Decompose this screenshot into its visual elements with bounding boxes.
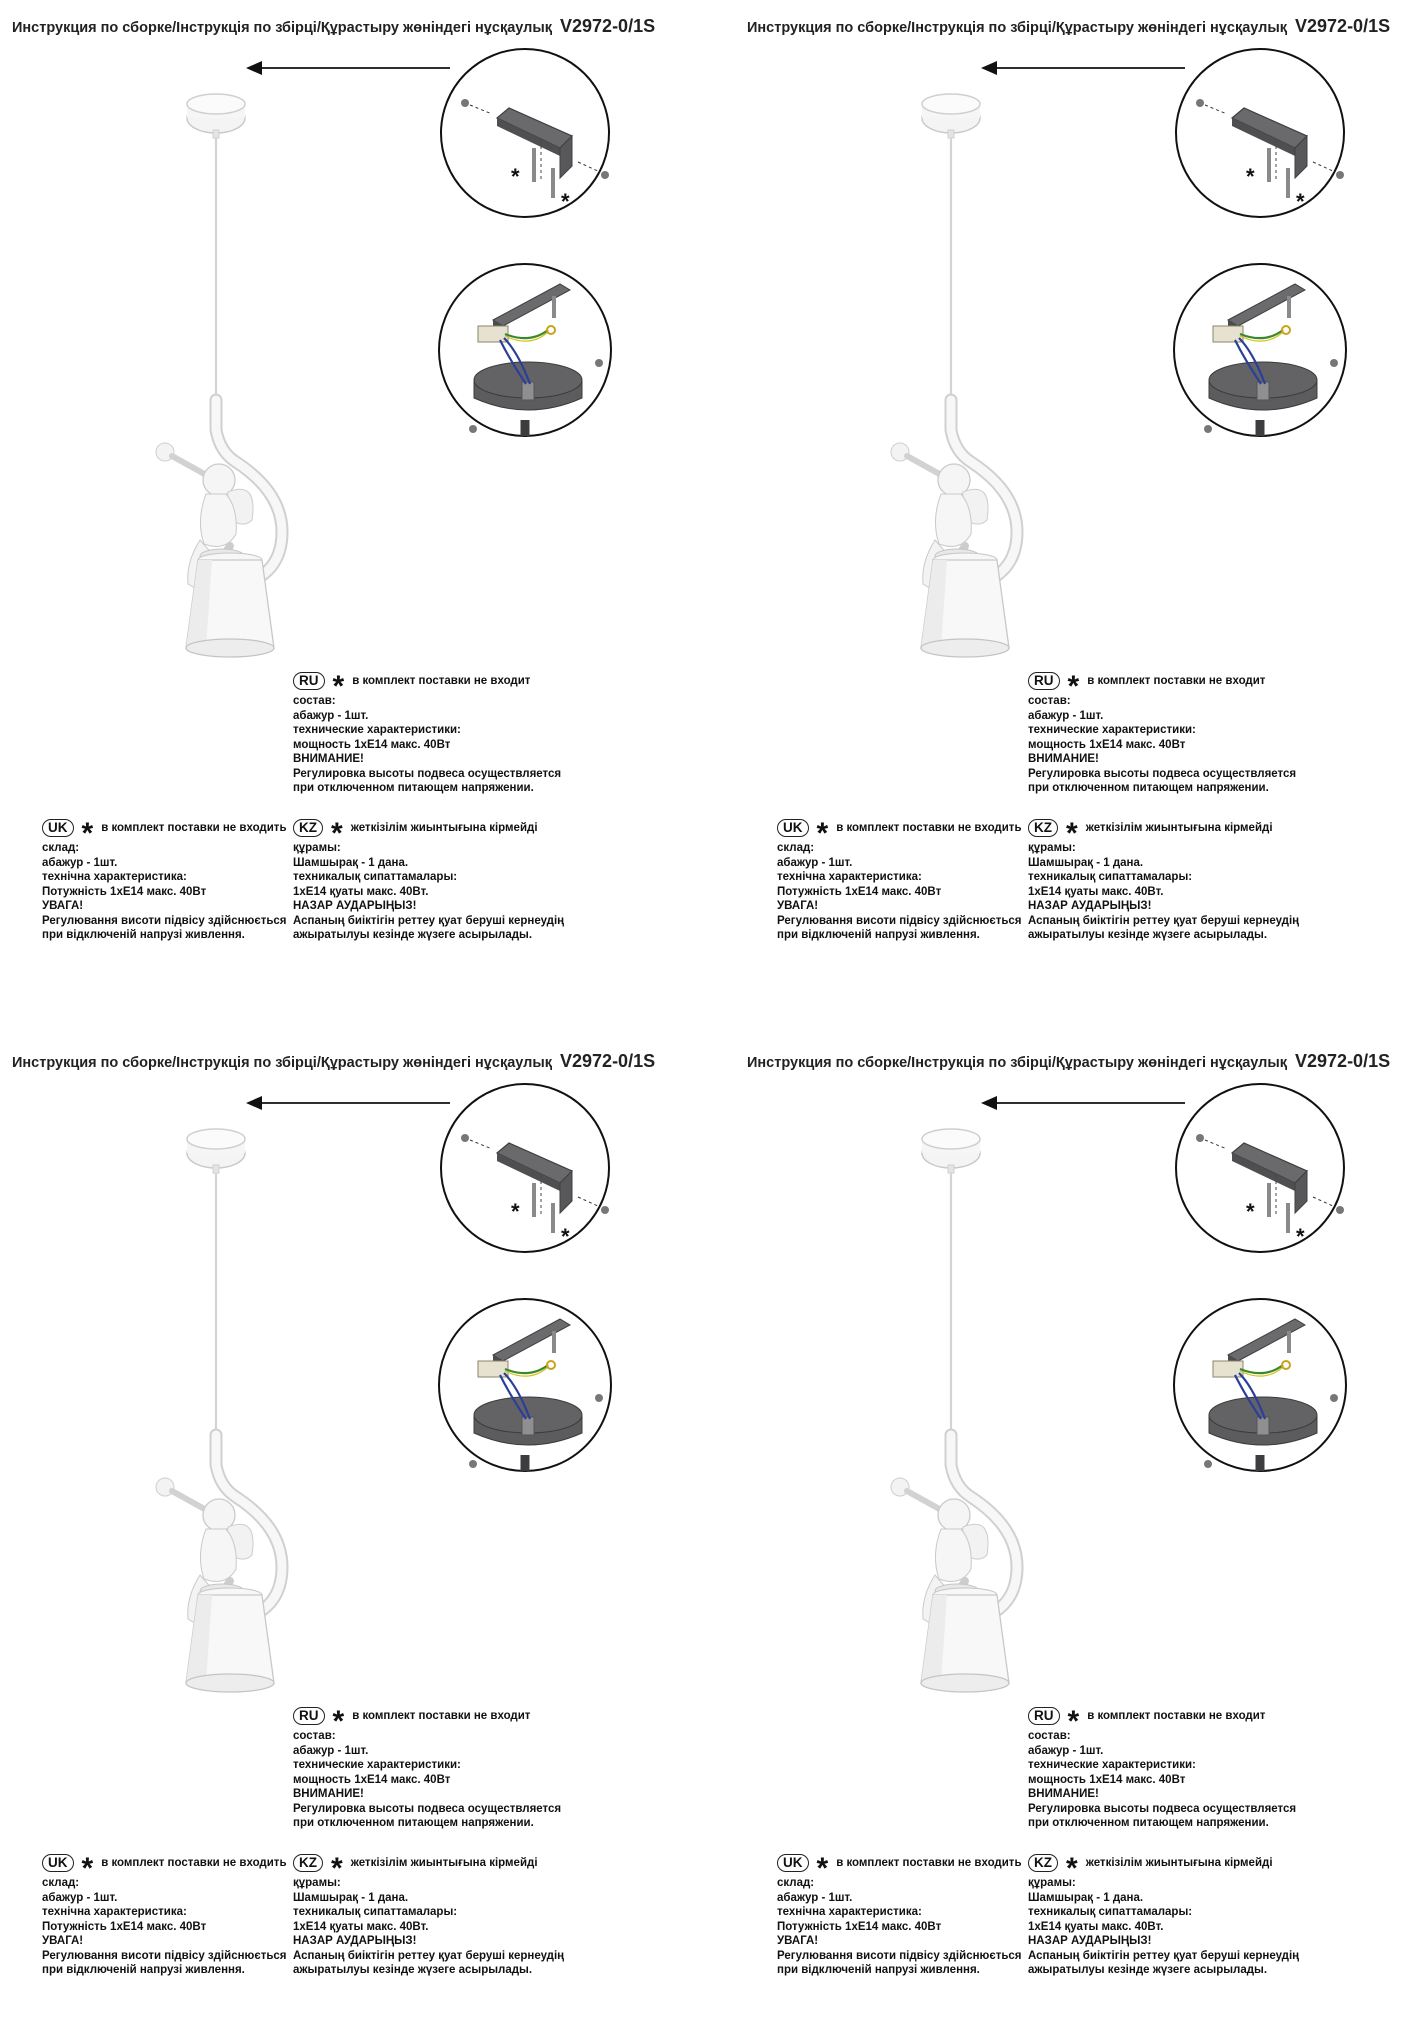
- spec-line: Потужність 1хЕ14 макс. 40Вт: [777, 1920, 942, 1933]
- spec-line: при відключеній напрузі живлення.: [777, 1964, 980, 1976]
- spec-line: УВАГА!: [777, 900, 819, 912]
- spec-line: ВНИМАНИЕ!: [1028, 1788, 1099, 1800]
- model-number: V2972-0/1S: [1295, 1051, 1391, 1071]
- spec-line: Потужність 1хЕ14 макс. 40Вт: [42, 885, 207, 898]
- asterisk-mark: *: [81, 1852, 94, 1885]
- spec-line: технічна характеристика:: [42, 1906, 187, 1918]
- spec-line: при отключенном питающем напряжении.: [1028, 1817, 1269, 1829]
- model-number: V2972-0/1S: [1295, 16, 1391, 36]
- spec-line: Регулировка высоты подвеса осуществляется: [293, 767, 562, 780]
- spec-line: Потужність 1хЕ14 макс. 40Вт: [777, 885, 942, 898]
- spec-line: ажыратылуы кезінде жүзеге асырылады.: [1028, 929, 1268, 941]
- spec-line: состав:: [1028, 1730, 1071, 1742]
- language-badge-uk: UK: [42, 819, 74, 837]
- asterisk-mark: *: [511, 164, 520, 189]
- model-number: V2972-0/1S: [560, 16, 656, 36]
- spec-line: склад:: [777, 1877, 815, 1889]
- info-block-kz: [293, 1850, 593, 1978]
- spec-line: Шамшырақ - 1 дана.: [293, 856, 409, 869]
- spec-line: мощность 1хЕ14 макс. 40Вт: [293, 738, 451, 751]
- spec-line: при відключеній напрузі живлення.: [777, 929, 980, 941]
- spec-line: состав:: [293, 695, 336, 707]
- spec-text: [293, 841, 593, 943]
- spec-line: ВНИМАНИЕ!: [1028, 753, 1099, 765]
- spec-line: Шамшырақ - 1 дана.: [1028, 1891, 1144, 1904]
- spec-line: мощность 1хЕ14 макс. 40Вт: [1028, 738, 1186, 751]
- asterisk-mark: *: [1246, 1199, 1255, 1224]
- spec-line: абажур - 1шт.: [293, 1744, 369, 1757]
- spec-line: абажур - 1шт.: [42, 1891, 118, 1904]
- spec-line: құрамы:: [293, 842, 341, 854]
- spec-line: ажыратылуы кезінде жүзеге асырылады.: [293, 929, 533, 941]
- spec-line: техникалық сипаттамалары:: [293, 871, 458, 883]
- instruction-copy: [735, 0, 1410, 1000]
- asterisk-mark: *: [511, 1199, 520, 1224]
- asterisk-mark: *: [331, 817, 343, 850]
- exclusion-note: в комплект поставки не входить: [836, 1856, 1022, 1869]
- spec-text: [293, 1729, 593, 1831]
- asterisk-mark: *: [816, 817, 829, 850]
- spec-line: при отключенном питающем напряжении.: [293, 1817, 534, 1829]
- spec-line: НАЗАР АУДАРЫҢЫЗ!: [1028, 900, 1152, 912]
- arrow-left-icon: [981, 1096, 1185, 1110]
- spec-line: склад:: [42, 1877, 80, 1889]
- spec-text: [1028, 1876, 1328, 1978]
- spec-line: абажур - 1шт.: [1028, 1744, 1104, 1757]
- exclusion-note: жеткізілім жиынтығына кірмейді: [350, 821, 538, 834]
- info-block-kz: [1028, 1850, 1328, 1978]
- info-block-ru: [1028, 1703, 1328, 1831]
- spec-line: состав:: [293, 1730, 336, 1742]
- spec-line: при відключеній напрузі живлення.: [42, 1964, 245, 1976]
- spec-line: технические характеристики:: [293, 1759, 461, 1771]
- spec-line: техникалық сипаттамалары:: [1028, 1906, 1193, 1918]
- exclusion-note: в комплект поставки не входит: [352, 674, 531, 687]
- spec-line: мощность 1хЕ14 макс. 40Вт: [293, 1773, 451, 1786]
- arrow-left-icon: [246, 61, 450, 75]
- wiring-canopy-icon: [439, 1299, 611, 1471]
- spec-line: құрамы:: [1028, 1877, 1076, 1889]
- spec-line: 1хЕ14 қуаты макс. 40Вт.: [293, 885, 429, 898]
- info-block-ru: [293, 668, 593, 796]
- title-text: Инструкция по сборке/Інструкція по збірці/Құрастыру жөніндегі нұсқаулық: [747, 1055, 1287, 1071]
- bracket-screws-icon: [441, 49, 609, 217]
- instruction-copy: [0, 0, 705, 1000]
- spec-line: Регулировка высоты подвеса осуществляется: [293, 1802, 562, 1815]
- spec-line: УВАГА!: [777, 1935, 819, 1947]
- asterisk-mark: *: [816, 1852, 829, 1885]
- spec-line: при відключеній напрузі живлення.: [42, 929, 245, 941]
- language-badge-ru: RU: [293, 672, 325, 690]
- spec-line: Регулювання висоти підвісу здійснюється: [777, 1949, 1022, 1962]
- spec-text: [1028, 841, 1328, 943]
- spec-line: Регулировка высоты подвеса осуществляется: [1028, 1802, 1297, 1815]
- spec-line: УВАГА!: [42, 900, 84, 912]
- spec-line: технічна характеристика:: [777, 871, 922, 883]
- exclusion-note: в комплект поставки не входить: [101, 1856, 287, 1869]
- language-badge-uk: UK: [777, 1854, 809, 1872]
- asterisk-mark: *: [1067, 670, 1080, 703]
- language-badge-kz: KZ: [293, 1854, 323, 1872]
- spec-line: абажур - 1шт.: [42, 856, 118, 869]
- asterisk-mark: *: [1067, 1705, 1080, 1738]
- spec-line: Регулювання висоти підвісу здійснюється: [42, 1949, 287, 1962]
- exclusion-note: в комплект поставки не входить: [836, 821, 1022, 834]
- spec-line: склад:: [42, 842, 80, 854]
- bracket-screws-icon: [441, 1084, 609, 1252]
- spec-line: технические характеристики:: [1028, 1759, 1196, 1771]
- spec-line: Аспаның биіктігін реттеу қуат беруші кернеудің: [1028, 914, 1300, 927]
- asterisk-mark: *: [81, 817, 94, 850]
- spec-line: абажур - 1шт.: [777, 1891, 853, 1904]
- asterisk-mark: *: [1066, 1852, 1078, 1885]
- arrow-left-icon: [246, 1096, 450, 1110]
- exclusion-note: в комплект поставки не входит: [1087, 1709, 1266, 1722]
- spec-line: техникалық сипаттамалары:: [293, 1906, 458, 1918]
- pendant-lamp-icon: [891, 1129, 1017, 1692]
- spec-line: құрамы:: [1028, 842, 1076, 854]
- model-number: V2972-0/1S: [560, 1051, 656, 1071]
- info-block-kz: [1028, 815, 1328, 943]
- title-text: Инструкция по сборке/Інструкція по збірці/Құрастыру жөніндегі нұсқаулық: [12, 20, 552, 36]
- arrow-left-icon: [981, 61, 1185, 75]
- bracket-screws-icon: [1176, 49, 1344, 217]
- title-text: Инструкция по сборке/Інструкція по збірці/Құрастыру жөніндегі нұсқаулық: [12, 1055, 552, 1071]
- instruction-copy: [735, 1035, 1410, 2035]
- exclusion-note: жеткізілім жиынтығына кірмейді: [350, 1856, 538, 1869]
- pendant-lamp-icon: [156, 1129, 282, 1692]
- wiring-canopy-icon: [1174, 1299, 1346, 1471]
- spec-line: Потужність 1хЕ14 макс. 40Вт: [42, 1920, 207, 1933]
- spec-line: технические характеристики:: [293, 724, 461, 736]
- spec-line: құрамы:: [293, 1877, 341, 1889]
- spec-line: 1хЕ14 қуаты макс. 40Вт.: [1028, 885, 1164, 898]
- spec-text: [1028, 694, 1328, 796]
- spec-line: Регулювання висоти підвісу здійснюється: [42, 914, 287, 927]
- language-badge-uk: UK: [777, 819, 809, 837]
- language-badge-kz: KZ: [293, 819, 323, 837]
- spec-line: при отключенном питающем напряжении.: [293, 782, 534, 794]
- spec-line: состав:: [1028, 695, 1071, 707]
- spec-line: Аспаның биіктігін реттеу қуат беруші кернеудің: [1028, 1949, 1300, 1962]
- exclusion-note: в комплект поставки не входить: [101, 821, 287, 834]
- language-badge-kz: KZ: [1028, 1854, 1058, 1872]
- spec-line: технічна характеристика:: [777, 1906, 922, 1918]
- language-badge-ru: RU: [293, 1707, 325, 1725]
- spec-line: 1хЕ14 қуаты макс. 40Вт.: [293, 1920, 429, 1933]
- spec-line: Регулювання висоти підвісу здійснюється: [777, 914, 1022, 927]
- spec-line: абажур - 1шт.: [1028, 709, 1104, 722]
- spec-line: Аспаның биіктігін реттеу қуат беруші кернеудің: [293, 1949, 565, 1962]
- spec-line: абажур - 1шт.: [777, 856, 853, 869]
- spec-line: технічна характеристика:: [42, 871, 187, 883]
- info-block-kz: [293, 815, 593, 943]
- exclusion-note: в комплект поставки не входит: [1087, 674, 1266, 687]
- info-block-ru: [293, 1703, 593, 1831]
- spec-text: [1028, 1729, 1328, 1831]
- spec-line: абажур - 1шт.: [293, 709, 369, 722]
- spec-line: НАЗАР АУДАРЫҢЫЗ!: [293, 1935, 417, 1947]
- wiring-canopy-icon: [1174, 264, 1346, 436]
- language-badge-uk: UK: [42, 1854, 74, 1872]
- spec-line: ажыратылуы кезінде жүзеге асырылады.: [1028, 1964, 1268, 1976]
- instruction-copy: [0, 1035, 705, 2035]
- spec-line: Аспаның биіктігін реттеу қуат беруші кернеудің: [293, 914, 565, 927]
- wiring-canopy-icon: [439, 264, 611, 436]
- spec-text: [293, 1876, 593, 1978]
- asterisk-mark: *: [561, 189, 570, 214]
- pendant-lamp-icon: [891, 94, 1017, 657]
- language-badge-kz: KZ: [1028, 819, 1058, 837]
- asterisk-mark: *: [1246, 164, 1255, 189]
- spec-line: ВНИМАНИЕ!: [293, 753, 364, 765]
- exclusion-note: жеткізілім жиынтығына кірмейді: [1085, 1856, 1273, 1869]
- spec-line: НАЗАР АУДАРЫҢЫЗ!: [1028, 1935, 1152, 1947]
- spec-line: 1хЕ14 қуаты макс. 40Вт.: [1028, 1920, 1164, 1933]
- asterisk-mark: *: [332, 670, 345, 703]
- pendant-lamp-icon: [156, 94, 282, 657]
- asterisk-mark: *: [1296, 189, 1305, 214]
- spec-line: УВАГА!: [42, 1935, 84, 1947]
- asterisk-mark: *: [1296, 1224, 1305, 1249]
- bracket-screws-icon: [1176, 1084, 1344, 1252]
- language-badge-ru: RU: [1028, 1707, 1060, 1725]
- language-badge-ru: RU: [1028, 672, 1060, 690]
- title-text: Инструкция по сборке/Інструкція по збірці/Құрастыру жөніндегі нұсқаулық: [747, 20, 1287, 36]
- spec-line: склад:: [777, 842, 815, 854]
- spec-line: мощность 1хЕ14 макс. 40Вт: [1028, 1773, 1186, 1786]
- info-block-ru: [1028, 668, 1328, 796]
- asterisk-mark: *: [332, 1705, 345, 1738]
- spec-line: ажыратылуы кезінде жүзеге асырылады.: [293, 1964, 533, 1976]
- spec-line: Шамшырақ - 1 дана.: [293, 1891, 409, 1904]
- exclusion-note: в комплект поставки не входит: [352, 1709, 531, 1722]
- asterisk-mark: *: [331, 1852, 343, 1885]
- spec-line: НАЗАР АУДАРЫҢЫЗ!: [293, 900, 417, 912]
- spec-line: технические характеристики:: [1028, 724, 1196, 736]
- spec-text: [293, 694, 593, 796]
- asterisk-mark: *: [1066, 817, 1078, 850]
- exclusion-note: жеткізілім жиынтығына кірмейді: [1085, 821, 1273, 834]
- spec-line: Регулировка высоты подвеса осуществляется: [1028, 767, 1297, 780]
- asterisk-mark: *: [561, 1224, 570, 1249]
- spec-line: при отключенном питающем напряжении.: [1028, 782, 1269, 794]
- spec-line: Шамшырақ - 1 дана.: [1028, 856, 1144, 869]
- spec-line: техникалық сипаттамалары:: [1028, 871, 1193, 883]
- spec-line: ВНИМАНИЕ!: [293, 1788, 364, 1800]
